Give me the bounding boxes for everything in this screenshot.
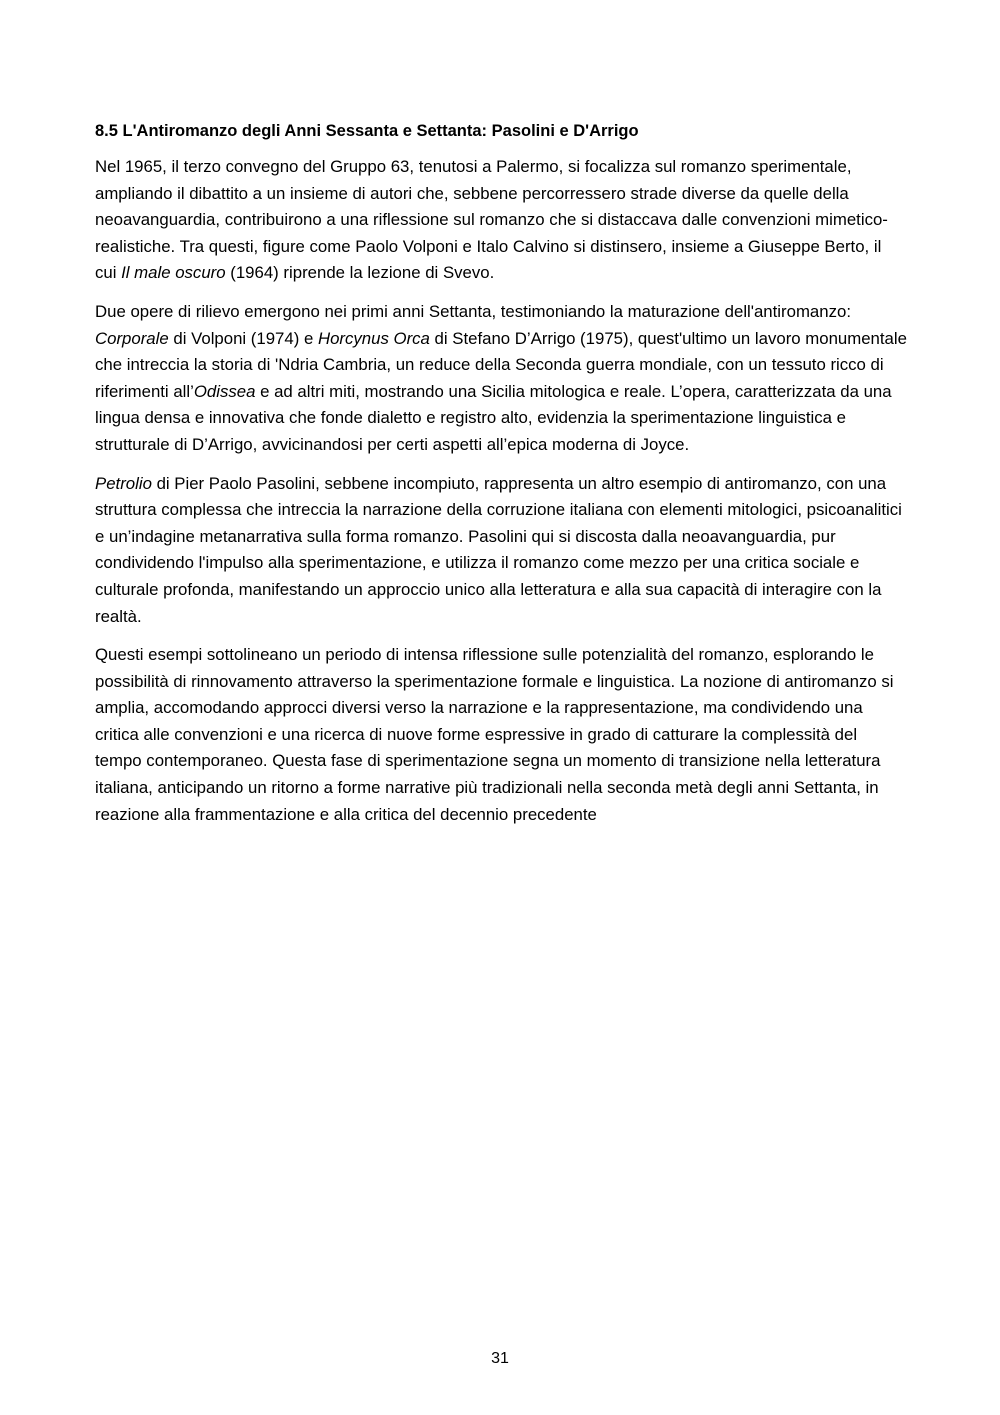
paragraph-1-text-a: Nel 1965, il terzo convegno del Gruppo 63, tenutosi a Palermo, si focalizza sul romanzo sperimentale, ampliando il dibattito a un insieme di autori che, sebbene percorressero strade diverse da quelle della neoavanguardia, contribuirono a una riflessione sul romanzo che si distaccava dalle convenzioni mimetico-realistiche. Tra questi, figure come Paolo Volponi e Italo Calvino si distinsero, insieme a Giuseppe Berto, il cui: [95, 157, 888, 283]
section-heading: 8.5 L'Antiromanzo degli Anni Sessanta e Settanta: Pasolini e D'Arrigo: [95, 122, 639, 140]
paragraph-2-text-b: di Volponi (1974) e: [168, 328, 318, 348]
page-content: [95, 118, 907, 840]
paragraph-2-text-d: e ad altri miti, mostrando una Sicilia mitologica e reale. L’opera, caratterizzata da una lingua densa e innovativa che fonde dialetto e registro alto, evidenzia la sperimentazione linguistica e strutturale di D’Arrigo, avvicinandosi per certi aspetti all’epica moderna di Joyce.: [95, 381, 892, 454]
paragraph-1-text-b: (1964) riprende la lezione di Svevo.: [225, 263, 495, 283]
paragraph-2: [95, 299, 907, 459]
paragraph-3-text-a: di Pier Paolo Pasolini, sebbene incompiuto, rappresenta un altro esempio di antiromanzo, con una struttura complessa che intreccia la narrazione della corruzione italiana con elementi mitologici, psicoanalitici e un’indagine metanarrativa sulla forma romanzo. Pasolini qui si discosta dalla neoavanguardia, pur condividendo l'impulso alla sperimentazione, e utilizza il romanzo come mezzo per una critica sociale e culturale profonda, manifestando un approccio unico alla letteratura e alla sua capacità di interagire con la realtà.: [95, 473, 902, 626]
title-odissea: Odissea: [193, 381, 256, 401]
paragraph-4: [95, 642, 907, 828]
title-petrolio: Petrolio: [95, 473, 152, 493]
title-il-male-oscuro: Il male oscuro: [121, 263, 226, 283]
page-number: 31: [491, 1350, 509, 1367]
paragraph-1: [95, 154, 907, 287]
title-corporale: Corporale: [95, 328, 169, 348]
title-horcynus-orca: Horcynus Orca: [317, 328, 430, 348]
paragraph-2-text-a: Due opere di rilievo emergono nei primi anni Settanta, testimoniando la maturazione dell'antiromanzo:: [95, 301, 851, 321]
paragraph-4-text-a: Questi esempi sottolineano un periodo di intensa riflessione sulle potenzialità del romanzo, esplorando le possibilità di rinnovamento attraverso la sperimentazione formale e linguistica. La nozione di antiromanzo si amplia, accomodando approcci diversi verso la narrazione e la rappresentazione, ma condividendo una critica alle convenzioni e una ricerca di nuove forme espressive in grado di catturare la complessità del tempo contemporaneo. Questa fase di sperimentazione segna un momento di transizione nella letteratura italiana, anticipando un ritorno a forme narrative più tradizionali nella seconda metà degli anni Settanta, in reazione alla frammentazione e alla critica del decennio precedente: [95, 645, 894, 824]
paragraph-3: [95, 471, 907, 631]
paragraph-2-text-c: di Stefano D’Arrigo (1975), quest'ultimo un lavoro monumentale che intreccia la storia di 'Ndria Cambria, un reduce della Seconda guerra mondiale, con un tessuto ricco di riferimenti all’: [95, 328, 907, 401]
